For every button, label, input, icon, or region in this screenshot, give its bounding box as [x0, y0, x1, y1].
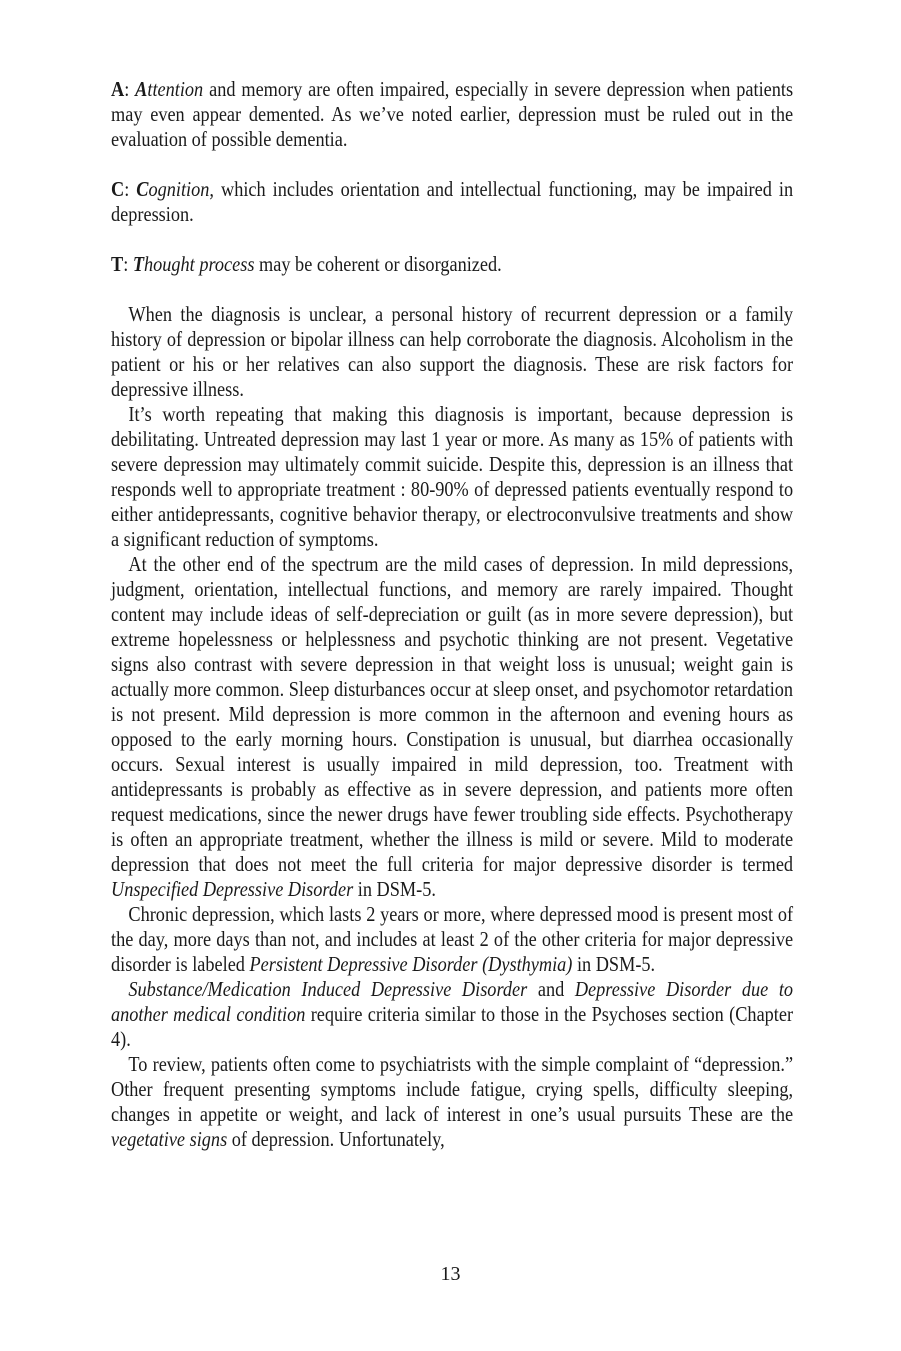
- paragraph-body-6: [111, 1052, 793, 1152]
- paragraph-body-3: [111, 552, 793, 902]
- text-segment: :: [124, 77, 136, 101]
- text-segment: Persistent Depressive Disorder (Dysthymia): [249, 952, 573, 976]
- paragraph-body-5: [111, 977, 793, 1052]
- text-segment: ttention: [147, 77, 204, 101]
- text-segment: When the diagnosis is unclear, a personal history of recurrent depression or a family history of depression or bipolar illness can help corroborate the diagnosis. Alcoholism in the patient or his or her relatives can also support the diagnosis. These are risk factors for depressive illness.: [111, 302, 794, 401]
- text-segment: and: [527, 977, 575, 1001]
- paragraph-body-1: [111, 302, 793, 402]
- text-segment: Substance/Medication Induced Depressive Disorder: [128, 977, 528, 1001]
- text-segment: ognition,: [148, 177, 214, 201]
- text-segment: in DSM-5.: [353, 877, 436, 901]
- paragraph-body-2: [111, 402, 793, 552]
- text-segment: A: [135, 77, 148, 101]
- text-segment: :: [123, 252, 133, 276]
- text-segment: T: [111, 252, 124, 276]
- text-segment: Depressive Disorder due to another medical condition: [111, 977, 794, 1026]
- text-segment: At the other end of the spectrum are the mild cases of depression. In mild depressions, judgment, orientation, intellectual functions, and memory are rarely impaired. Thought content may include ideas of self-depreciation or guilt (as in more severe depression), but extreme hopelessness or helplessness and psychotic thinking are not present. Vegetative signs also contrast with severe depression in that weight loss is unusual; weight gain is actually more common. Sleep disturbances occur at sleep onset, and psychomotor retardation is not present. Mild depression is more common in the afternoon and evening hours as opposed to the early morning hours. Constipation is unusual, but diarrhea occasionally occurs. Sexual interest is usually impaired in mild depression, too. Treatment with antidepressants is probably as effective as in severe depression, and patients more often request medications, since the newer drugs have fewer troubling side effects. Psychotherapy is often an appropriate treatment, whether the illness is mild or severe. Mild to moderate depression that does not meet the full criteria for major depressive disorder is termed: [111, 552, 794, 876]
- text-segment: T: [132, 252, 145, 276]
- text-segment: It’s worth repeating that making this diagnosis is important, because depression is debilitating. Untreated depression may last 1 year or more. As many as 15% of patients with severe depression may ultimately commit suicide. Despite this, depression is an illness that responds well to appropriate treatment : 80-90% of depressed patients eventually respond to either antidepressants, cognitive behavior therapy, or electroconvulsive treatments and show a significant reduction of symptoms.: [111, 402, 794, 551]
- text-segment: may be coherent or disorganized.: [254, 252, 502, 276]
- paragraph-mnemonic-a: [111, 77, 793, 152]
- text-segment: C: [111, 177, 125, 201]
- text-segment: hought process: [144, 252, 255, 276]
- text-segment: and memory are often impaired, especially in severe depression when patients may even appear demented. As we’ve noted earlier, depression must be ruled out in the evaluation of possible dementia.: [111, 77, 794, 151]
- paragraph-body-4: [111, 902, 793, 977]
- text-segment: Unspecified Depressive Disorder: [111, 877, 354, 901]
- text-segment: of depression. Unfortunately,: [227, 1127, 445, 1151]
- paragraph-mnemonic-t: [111, 252, 793, 277]
- text-segment: vegetative signs: [111, 1127, 228, 1151]
- text-segment: which includes orientation and intellectual functioning, may be impaired in depression.: [111, 177, 794, 226]
- text-segment: in DSM-5.: [572, 952, 656, 976]
- page-number: 13: [440, 1263, 461, 1285]
- paragraph-mnemonic-c: [111, 177, 793, 227]
- text-segment: Chronic depression, which lasts 2 years or more, where depressed mood is present most of the day, more days than not, and includes at least 2 of the other criteria for major depressive disorder is labeled: [111, 902, 794, 976]
- text-segment: To review, patients often come to psychiatrists with the simple complaint of “depression.” Other frequent presenting symptoms include fatigue, crying spells, difficulty sleeping, changes in appetite or weight, and lack of interest in one’s usual pursuits These are the: [111, 1052, 794, 1126]
- text-segment: require criteria similar to those in the Psychoses section (Chapter 4).: [111, 1002, 794, 1051]
- text-segment: :: [124, 177, 137, 201]
- text-segment: A: [111, 77, 125, 101]
- text-segment: C: [136, 177, 149, 201]
- page-body: [111, 77, 793, 1152]
